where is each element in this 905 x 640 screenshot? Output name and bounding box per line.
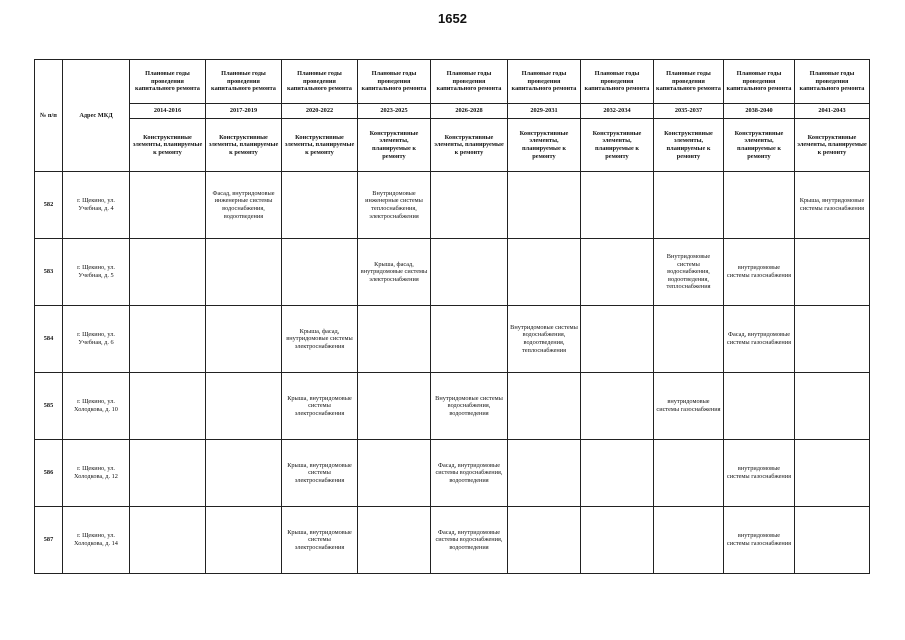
header-elements: Конструктивные элементы, планируемые к ремонту [130,119,206,172]
header-num: № п/п [35,60,63,172]
table-cell [206,306,282,373]
table-cell [130,172,206,239]
header-years: 2032-2034 [581,104,654,119]
capital-repair-table [34,59,870,574]
table-row [35,306,870,373]
table-cell [795,239,870,306]
table-cell [431,239,508,306]
header-period-title: Плановые годы проведения капитального ремонта [130,60,206,104]
table-cell: Фасад, внутридомовые системы газоснабжения [724,306,795,373]
table-cell: Крыша, фасад, внутридомовые системы электроснабжения [358,239,431,306]
table-cell [795,373,870,440]
table-cell: внутридомовые системы газоснабжения [724,507,795,574]
table-cell [724,373,795,440]
header-period-title: Плановые годы проведения капитального ремонта [724,60,795,104]
table-cell: внутридомовые системы газоснабжения [724,239,795,306]
header-elements: Конструктивные элементы, планируемые к ремонту [724,119,795,172]
row-address: г. Щекино, ул. Холодкова, д. 14 [63,507,130,574]
header-years: 2017-2019 [206,104,282,119]
header-years: 2023-2025 [358,104,431,119]
table-cell [130,440,206,507]
table-cell [654,507,724,574]
header-period-title: Плановые годы проведения капитального ремонта [358,60,431,104]
table-cell [795,507,870,574]
table-cell [206,507,282,574]
header-period-title: Плановые годы проведения капитального ремонта [206,60,282,104]
table-cell: Крыша, внутридомовые системы электроснабжения [282,440,358,507]
table-cell [358,440,431,507]
table-row [35,373,870,440]
table-cell [508,239,581,306]
header-period-title: Плановые годы проведения капитального ремонта [581,60,654,104]
table-cell [508,373,581,440]
table-cell [431,306,508,373]
table-cell [130,373,206,440]
table-cell [431,172,508,239]
header-years: 2041-2043 [795,104,870,119]
table-cell: Крыша, внутридомовые системы электроснабжения [282,373,358,440]
row-address: г. Щекино, ул. Холодкова, д. 10 [63,373,130,440]
table-cell: Внутридомовые системы водоснабжения, водоотведения, теплоснабжения [508,306,581,373]
header-elements: Конструктивные элементы, планируемые к ремонту [282,119,358,172]
header-years: 2029-2031 [508,104,581,119]
header-period-title: Плановые годы проведения капитального ремонта [508,60,581,104]
table-cell [508,507,581,574]
table-cell: Внутридомовые системы водоснабжения, водоотведения [431,373,508,440]
header-elements: Конструктивные элементы, планируемые к ремонту [795,119,870,172]
header-years: 2035-2037 [654,104,724,119]
table-cell [795,306,870,373]
row-address: г. Щекино, ул. Учебная, д. 6 [63,306,130,373]
table-cell: внутридомовые системы газоснабжения [654,373,724,440]
row-number: 587 [35,507,63,574]
row-address: г. Щекино, ул. Холодкова, д. 12 [63,440,130,507]
table-cell [581,306,654,373]
table-cell: Внутридомовые системы водоснабжения, водоотведения, теплоснабжения [654,239,724,306]
table-cell: Внутридомовые инженерные системы теплоснабжения, электроснабжения [358,172,431,239]
table-cell: Крыша, фасад, внутридомовые системы электроснабжения [282,306,358,373]
table-cell [282,239,358,306]
table-cell: Фасад, внутридомовые системы водоснабжения, водоотведения [431,507,508,574]
table-cell [724,172,795,239]
table-row [35,172,870,239]
table-cell [130,239,206,306]
header-elements: Конструктивные элементы, планируемые к ремонту [508,119,581,172]
table-cell [581,239,654,306]
table-cell: Фасад, внутридомовые системы водоснабжения, водоотведения [431,440,508,507]
page-number: 1652 [438,11,467,26]
row-number: 585 [35,373,63,440]
row-number: 582 [35,172,63,239]
table-cell [206,440,282,507]
table-cell [508,172,581,239]
header-period-title: Плановые годы проведения капитального ремонта [282,60,358,104]
header-elements: Конструктивные элементы, планируемые к ремонту [206,119,282,172]
table-cell [581,172,654,239]
header-elements: Конструктивные элементы, планируемые к ремонту [431,119,508,172]
header-elements: Конструктивные элементы, планируемые к ремонту [654,119,724,172]
row-number: 586 [35,440,63,507]
row-number: 583 [35,239,63,306]
header-elements: Конструктивные элементы, планируемые к ремонту [581,119,654,172]
table-row [35,507,870,574]
table-cell: Фасад, внутридомовые инженерные системы водоснабжения, водоотведения [206,172,282,239]
table-cell [206,373,282,440]
table-cell [508,440,581,507]
table-cell [795,440,870,507]
table-cell [581,373,654,440]
table-cell: Крыша, внутридомовые системы газоснабжения [795,172,870,239]
header-period-title: Плановые годы проведения капитального ремонта [431,60,508,104]
table-cell [130,306,206,373]
table-cell [654,306,724,373]
table-cell [358,306,431,373]
table-cell: Крыша, внутридомовые системы электроснабжения [282,507,358,574]
table-cell [358,507,431,574]
table-cell [130,507,206,574]
row-address: г. Щекино, ул. Учебная, д. 4 [63,172,130,239]
table-cell [358,373,431,440]
table-row [35,440,870,507]
table-cell [581,440,654,507]
table-row [35,239,870,306]
header-period-title: Плановые годы проведения капитального ремонта [654,60,724,104]
header-years: 2026-2028 [431,104,508,119]
header-years: 2014-2016 [130,104,206,119]
table-cell [581,507,654,574]
header-years: 2020-2022 [282,104,358,119]
header-period-title: Плановые годы проведения капитального ремонта [795,60,870,104]
header-address: Адрес МКД [63,60,130,172]
header-elements: Конструктивные элементы, планируемые к ремонту [358,119,431,172]
table-cell [282,172,358,239]
row-number: 584 [35,306,63,373]
table-cell: внутридомовые системы газоснабжения [724,440,795,507]
table-cell [206,239,282,306]
header-years: 2038-2040 [724,104,795,119]
table-cell [654,440,724,507]
table-cell [654,172,724,239]
row-address: г. Щекино, ул. Учебная, д. 5 [63,239,130,306]
